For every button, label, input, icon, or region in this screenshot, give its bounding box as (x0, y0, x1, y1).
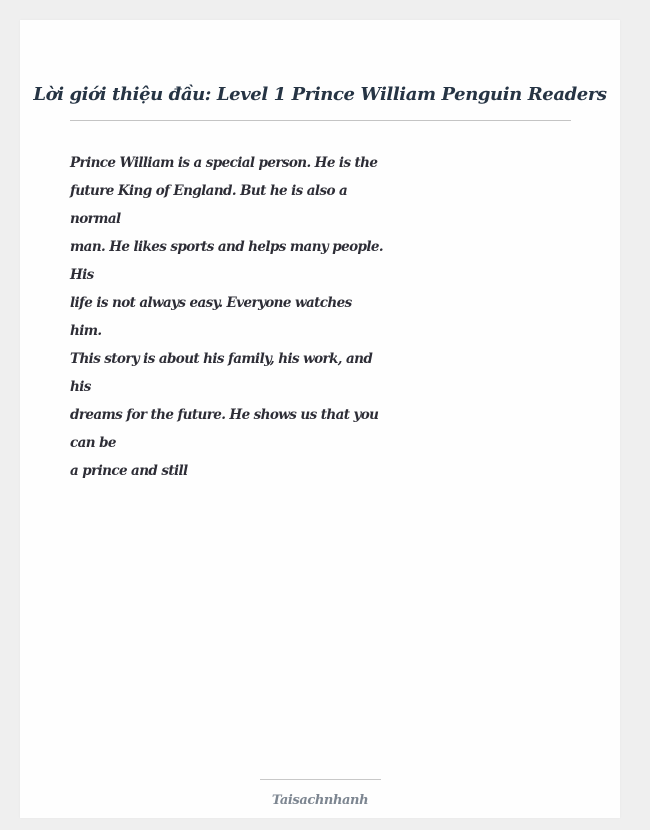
text-line: Prince William is a special person. He is the (70, 155, 378, 171)
footer-site-name: Taisachnhanh (271, 793, 369, 808)
text-line: him. (70, 323, 102, 339)
page-title: Lời giới thiệu đầu: Level 1 Prince William Penguin Readers (33, 84, 607, 105)
footer-divider (260, 779, 381, 780)
text-line: his (70, 379, 91, 395)
text-line: can be (70, 435, 116, 451)
text-line: man. He likes sports and helps many people. (70, 239, 383, 255)
intro-text (70, 149, 383, 485)
text-line: His (70, 267, 94, 283)
text-line: future King of England. But he is also a (70, 183, 348, 199)
text-line: dreams for the future. He shows us that you (70, 407, 379, 423)
text-line: life is not always easy. Everyone watches (70, 295, 352, 311)
text-line: This story is about his family, his work, and (70, 351, 373, 367)
document-page (20, 20, 620, 818)
text-line: normal (70, 211, 121, 227)
title-divider (70, 120, 571, 121)
text-line: a prince and still (70, 463, 188, 479)
